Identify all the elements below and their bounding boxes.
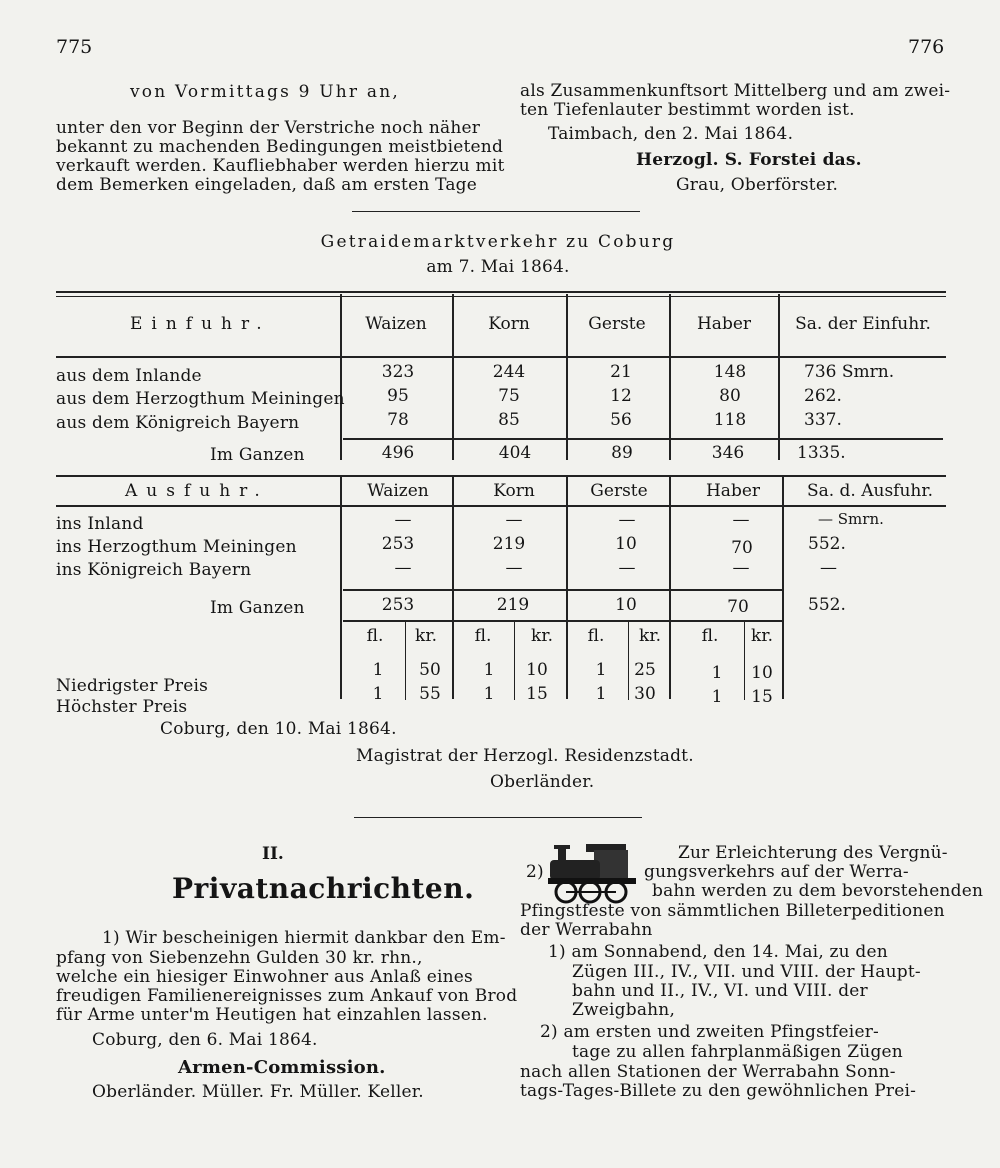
export-cell: —	[820, 558, 837, 578]
divider-top	[352, 211, 640, 212]
table-rule-top-2	[56, 296, 946, 297]
vrule-1-export	[452, 477, 454, 699]
locomotive-icon	[546, 840, 642, 906]
import-cell: 736 Smrn.	[804, 362, 895, 382]
export-total-cell: 70	[727, 597, 749, 617]
notice1-line-3: welche ein hiesiger Einwohner aus Anlaß eines	[56, 967, 473, 987]
export-cell: 253	[381, 534, 415, 554]
notice2-line-9: Zweigbahn,	[572, 1000, 676, 1020]
notice2-line-1: Zur Erleichterung des Vergnü-	[678, 843, 948, 863]
import-total-label: Im Ganzen	[210, 445, 305, 465]
export-row-label: ins Inland	[56, 514, 144, 534]
market-date: am 7. Mai 1864.	[426, 257, 570, 277]
vrule-4-import	[778, 294, 780, 460]
price-row-label-low: Niedrigster Preis	[56, 676, 209, 696]
top-left-line-3: bekannt zu machenden Bedingungen meistbietend	[56, 137, 504, 157]
notice2-number: 2)	[526, 862, 544, 882]
price-cell: 1	[372, 684, 384, 704]
export-total-cell: 10	[615, 595, 637, 615]
import-cell: 337.	[804, 410, 842, 430]
import-header: Einfuhr.	[130, 314, 271, 334]
import-total-cell: 1335.	[797, 443, 846, 463]
import-col-gerste: Gerste	[588, 314, 646, 334]
export-cell: —	[394, 558, 412, 578]
notice1-place-date: Coburg, den 6. Mai 1864.	[92, 1030, 318, 1050]
notice2-line-5: der Werrabahn	[520, 920, 653, 940]
vrule-2-export	[566, 477, 568, 699]
vrule-price-2	[514, 622, 515, 700]
notice2-line-4: Pfingstfeste von sämmtlichen Billeterpeditionen	[520, 901, 945, 921]
table-rule-header	[56, 356, 946, 358]
notice1-line-1: 1) Wir bescheinigen hiermit dankbar den Em-	[102, 928, 506, 948]
vrule-label-export	[340, 477, 342, 699]
export-cell: 10	[615, 534, 637, 554]
export-rule-top	[56, 475, 946, 477]
import-row-label: aus dem Herzogthum Meiningen	[56, 389, 345, 409]
price-unit: fl.	[701, 626, 719, 646]
price-cell: 1	[711, 663, 723, 683]
export-cell: —	[732, 558, 750, 578]
import-cell: 56	[610, 410, 632, 430]
top-right-line-4: Herzogl. S. Forstei das.	[636, 150, 862, 170]
export-cell: —	[732, 510, 750, 530]
notice2-line-7: Zügen III., IV., VII. und VIII. der Haupt-	[572, 962, 921, 982]
notice1-org: Armen-Commission.	[178, 1057, 386, 1078]
export-row-label: ins Königreich Bayern	[56, 560, 252, 580]
import-cell: 21	[610, 362, 632, 382]
export-cell: 552.	[808, 534, 846, 554]
import-col-haber: Haber	[696, 314, 752, 334]
notice2-line-6: 1) am Sonnabend, den 14. Mai, zu den	[548, 942, 888, 962]
vrule-price-1	[405, 622, 406, 700]
export-total-cell: 552.	[808, 595, 846, 615]
market-authority: Magistrat der Herzogl. Residenzstadt.	[356, 746, 694, 766]
export-col-korn: Korn	[493, 481, 535, 501]
vrule-label-import	[340, 294, 342, 460]
export-cell: —	[618, 558, 636, 578]
market-signer: Oberländer.	[490, 772, 595, 792]
price-cell: 30	[634, 684, 656, 704]
top-right-line-1: als Zusammenkunftsort Mittelberg und am zwei-	[520, 81, 951, 101]
import-cell: 75	[498, 386, 520, 406]
notice1-line-5: für Arme unter'm Heutigen hat einzahlen lassen.	[56, 1005, 488, 1025]
price-unit: fl.	[587, 626, 605, 646]
price-cell: 15	[526, 684, 548, 704]
export-total-cell: 253	[381, 595, 415, 615]
notice2-line-3: bahn werden zu dem bevorstehenden	[652, 881, 984, 901]
top-left-line-4: verkauft werden. Kaufliebhaber werden hierzu mit	[56, 156, 505, 176]
export-rule-header	[56, 505, 946, 507]
notice1-line-4: freudigen Familienereignisses zum Ankauf von Brod	[56, 986, 518, 1006]
notice2-line-2: gungsverkehrs auf der Werra-	[644, 862, 909, 882]
import-row-label: aus dem Königreich Bayern	[56, 413, 300, 433]
top-left-line-5: dem Bemerken eingeladen, daß am ersten Tage	[56, 175, 477, 195]
export-col-haber: Haber	[705, 481, 761, 501]
import-cell: 118	[713, 410, 747, 430]
import-col-sum: Sa. der Einfuhr.	[795, 314, 931, 334]
export-cell: — Smrn.	[818, 510, 884, 528]
notice2-line-8: bahn und II., IV., VI. und VIII. der	[572, 981, 868, 1001]
price-cell: 1	[595, 660, 607, 680]
import-cell: 262.	[804, 386, 842, 406]
vrule-3-export	[669, 477, 671, 699]
export-cell: 70	[731, 538, 753, 558]
export-total-label: Im Ganzen	[210, 598, 305, 618]
import-total-cell: 496	[381, 443, 415, 463]
import-total-rule	[343, 438, 943, 440]
import-total-cell: 89	[611, 443, 633, 463]
export-cell: —	[505, 510, 523, 530]
price-cell: 1	[483, 660, 495, 680]
import-cell: 323	[381, 362, 415, 382]
notice2-line-10: 2) am ersten und zweiten Pfingstfeier-	[540, 1022, 879, 1042]
price-cell: 25	[634, 660, 656, 680]
vrule-price-3	[628, 622, 629, 700]
notice2-line-13: tags-Tages-Billete zu den gewöhnlichen Prei-	[520, 1081, 917, 1101]
price-row-label-high: Höchster Preis	[56, 697, 188, 717]
price-cell: 15	[751, 687, 773, 707]
price-cell: 1	[595, 684, 607, 704]
vrule-4-export	[782, 477, 784, 699]
import-cell: 78	[387, 410, 409, 430]
table-rule-top	[56, 291, 946, 293]
export-total-rule	[343, 589, 783, 591]
section-title: Privatnachrichten.	[172, 872, 475, 905]
export-cell: 219	[492, 534, 526, 554]
export-total-cell: 219	[496, 595, 530, 615]
vrule-price-4	[744, 622, 745, 700]
price-cell: 10	[526, 660, 548, 680]
top-right-line-3: Taimbach, den 2. Mai 1864.	[548, 124, 794, 144]
price-cell: 1	[372, 660, 384, 680]
notice2-line-11: tage zu allen fahrplanmäßigen Zügen	[572, 1042, 903, 1062]
notice1-signers: Oberländer. Müller. Fr. Müller. Keller.	[92, 1082, 424, 1102]
market-title: Getraidemarktverkehr zu Coburg	[320, 232, 676, 252]
price-unit: fl.	[366, 626, 384, 646]
notice1-line-2: pfang von Siebenzehn Gulden 30 kr. rhn.,	[56, 948, 423, 968]
export-cell: —	[505, 558, 523, 578]
divider-middle	[354, 817, 642, 818]
export-row-label: ins Herzogthum Meiningen	[56, 537, 297, 557]
price-unit: kr.	[639, 626, 661, 646]
price-unit: fl.	[474, 626, 492, 646]
vrule-2-import	[566, 294, 568, 460]
import-col-korn: Korn	[488, 314, 530, 334]
import-cell: 95	[387, 386, 409, 406]
import-cell: 148	[713, 362, 747, 382]
price-cell: 1	[711, 687, 723, 707]
top-right-line-2: ten Tiefenlauter bestimmt worden ist.	[520, 100, 855, 120]
price-unit: kr.	[415, 626, 437, 646]
price-unit: kr.	[751, 626, 773, 646]
export-header: Ausfuhr.	[125, 481, 269, 501]
export-cell: —	[394, 510, 412, 530]
top-left-line-1: von Vormittags 9 Uhr an,	[130, 82, 400, 102]
price-cell: 1	[483, 684, 495, 704]
import-total-cell: 346	[711, 443, 745, 463]
price-cell: 10	[751, 663, 773, 683]
section-numeral: II.	[262, 844, 284, 864]
import-cell: 244	[492, 362, 526, 382]
price-cell: 55	[419, 684, 441, 704]
export-col-gerste: Gerste	[590, 481, 648, 501]
export-col-sum: Sa. d. Ausfuhr.	[806, 481, 934, 501]
export-total-rule-bottom	[343, 620, 783, 622]
vrule-3-import	[669, 294, 671, 460]
page-number-right: 776	[908, 36, 945, 58]
import-col-waizen: Waizen	[365, 314, 427, 334]
price-unit: kr.	[531, 626, 553, 646]
import-cell: 80	[719, 386, 741, 406]
import-cell: 12	[610, 386, 632, 406]
price-cell: 50	[419, 660, 441, 680]
export-cell: —	[618, 510, 636, 530]
export-col-waizen: Waizen	[367, 481, 429, 501]
top-right-line-5: Grau, Oberförster.	[676, 175, 839, 195]
market-place-date: Coburg, den 10. Mai 1864.	[160, 719, 397, 739]
import-total-cell: 404	[498, 443, 532, 463]
import-cell: 85	[498, 410, 520, 430]
notice2-line-12: nach allen Stationen der Werrabahn Sonn-	[520, 1062, 896, 1082]
top-left-line-2: unter den vor Beginn der Verstriche noch näher	[56, 118, 481, 138]
page-number-left: 775	[56, 36, 93, 58]
import-row-label: aus dem Inlande	[56, 366, 202, 386]
vrule-1-import	[452, 294, 454, 460]
